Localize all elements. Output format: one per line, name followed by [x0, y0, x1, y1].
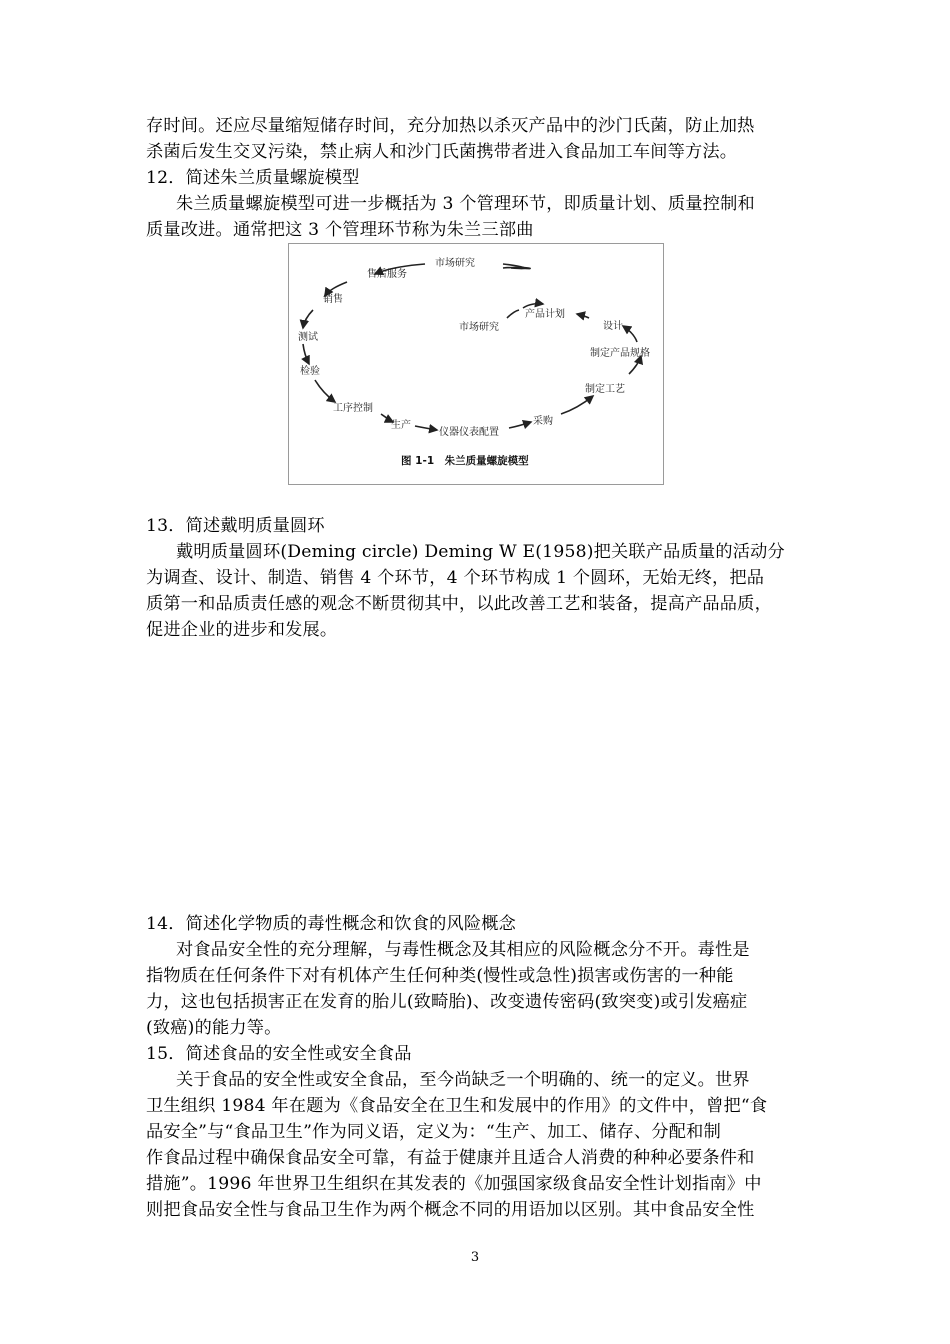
juran-spiral-figure [288, 243, 664, 485]
spiral-arc [509, 422, 531, 428]
spiral-arc [623, 326, 637, 342]
label-product-plan: 产品计划 [525, 309, 565, 320]
spiral-arc [303, 310, 313, 328]
section-heading-15: 15．简述食品的安全性或安全食品 [146, 1044, 412, 1064]
paragraph-line: 朱兰质量螺旋模型可进一步概括为 3 个管理环节，即质量计划、质量控制和 [176, 194, 755, 214]
spiral-arc [507, 310, 519, 318]
paragraph-line: 则把食品安全性与食品卫生作为两个概念不同的用语加以区别。其中食品安全性 [146, 1200, 755, 1220]
label-market-research-top: 市场研究 [435, 258, 475, 269]
label-process-control: 工序控制 [333, 403, 373, 414]
section-heading-13: 13．简述戴明质量圆环 [146, 516, 325, 536]
section-heading-12: 12．简述朱兰质量螺旋模型 [146, 168, 360, 188]
spiral-arc [561, 396, 593, 414]
label-procurement: 采购 [533, 416, 553, 427]
paragraph-line: 质量改进。通常把这 3 个管理环节称为朱兰三部曲 [146, 220, 534, 240]
label-instrument-config: 仪器仪表配置 [439, 427, 499, 438]
paragraph-line: 戴明质量圆环(Deming circle) Deming W E(1958)把关联产品质量的活动分 [176, 542, 785, 562]
label-sales: 销售 [323, 294, 343, 305]
spiral-arc [303, 344, 309, 364]
paragraph-line: 为调查、设计、制造、销售 4 个环节，4 个环节构成 1 个圆环，无始无终，把品 [146, 568, 765, 588]
label-process-design: 制定工艺 [585, 384, 625, 395]
paragraph-line: 作食品过程中确保食品安全可靠，有益于健康并且适合人消费的种种必要条件和 [146, 1148, 755, 1168]
section-heading-14: 14．简述化学物质的毒性概念和饮食的风险概念 [146, 914, 517, 934]
page-number: 3 [470, 1250, 480, 1265]
paragraph-line: 杀菌后发生交叉污染，禁止病人和沙门氏菌携带者进入食品加工车间等方法。 [146, 142, 738, 162]
spiral-arc [415, 426, 437, 430]
paragraph-line: 指物质在任何条件下对有机体产生任何种类(慢性或急性)损害或伤害的一种能 [146, 966, 734, 986]
paragraph-line: 关于食品的安全性或安全食品，至今尚缺乏一个明确的、统一的定义。世界 [176, 1070, 750, 1090]
paragraph-line: 力，这也包括损害正在发育的胎儿(致畸胎)、改变遗传密码(致突变)或引发癌症 [146, 992, 748, 1012]
paragraph-line: 对食品安全性的充分理解，与毒性概念及其相应的风险概念分不开。毒性是 [176, 940, 750, 960]
spiral-arc [315, 380, 335, 402]
paragraph-line: (致癌)的能力等。 [146, 1018, 282, 1038]
paragraph-line: 促进企业的进步和发展。 [146, 620, 338, 640]
label-product-spec: 制定产品规格 [590, 348, 650, 359]
label-design: 设计 [603, 321, 623, 332]
paragraph-line: 品安全”与“食品卫生”作为同义语，定义为：“生产、加工、储存、分配和制 [146, 1122, 721, 1142]
paragraph-line: 存时间。还应尽量缩短储存时间，充分加热以杀灭产品中的沙门氏菌，防止加热 [146, 116, 755, 136]
figure-caption: 图 1-1 朱兰质量螺旋模型 [401, 455, 529, 467]
paragraph-line: 质第一和品质责任感的观念不断贯彻其中，以此改善工艺和装备，提高产品品质， [146, 594, 772, 614]
paragraph-line: 卫生组织 1984 年在题为《食品安全在卫生和发展中的作用》的文件中，曾把“食 [146, 1096, 768, 1116]
label-market-research-inner: 市场研究 [459, 322, 499, 333]
label-inspection: 检验 [300, 366, 320, 377]
label-after-sales: 售后服务 [367, 269, 407, 280]
label-production: 生产 [391, 420, 411, 431]
spiral-diagram [289, 244, 663, 484]
spiral-arc [577, 314, 589, 318]
paragraph-line: 措施”。1996 年世界卫生组织在其发表的《加强国家级食品安全性计划指南》中 [146, 1174, 762, 1194]
label-testing: 测试 [298, 332, 318, 343]
spiral-arc [523, 304, 543, 308]
